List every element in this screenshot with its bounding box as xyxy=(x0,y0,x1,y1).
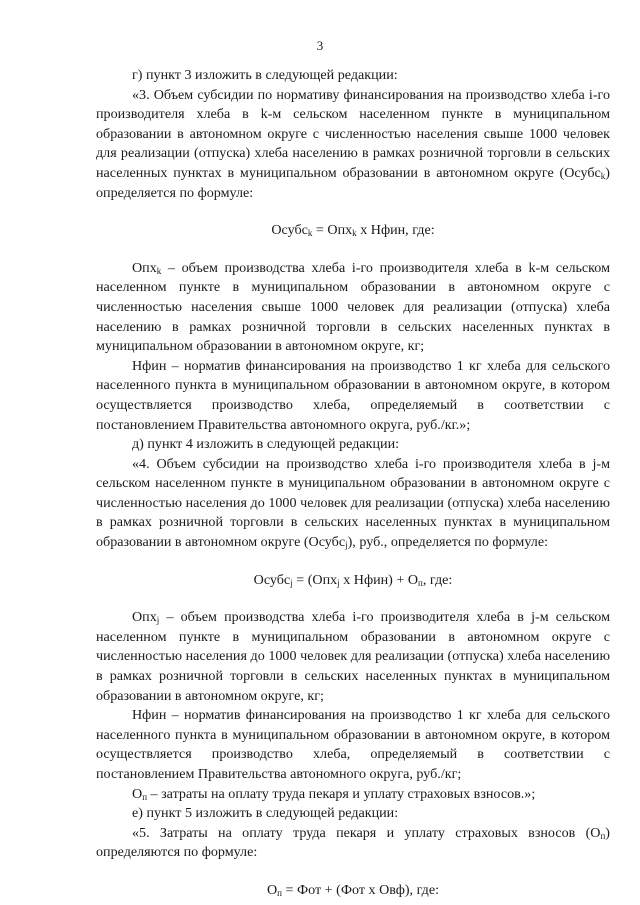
formula-2-d: , где: xyxy=(422,571,453,588)
subitem-d-text: д) пункт 4 изложить в следующей редакции: xyxy=(132,436,400,453)
op-sub: п xyxy=(142,791,148,802)
subitem-e-text: е) пункт 5 изложить в следующей редакции: xyxy=(132,805,399,822)
formula-2-c: х Нфин) + О xyxy=(339,571,419,588)
point-5-paragraph xyxy=(96,824,610,863)
formula-1 xyxy=(96,221,610,241)
point-3-text: «3. Объем субсидии по нормативу финансирования на производство хлеба i-го производителя хлеба в k-м сельском населенном пункте в муниципальном образовании в автономном округе с численностью населения свыше 1000 человек для реализации (отпуска) хлеба населению в рамках розничной торговли в сельских населенных пунктах в муниципальном образовании в автономном округе (Осубс xyxy=(96,86,610,181)
point-3-sub: k xyxy=(600,170,606,181)
op-term: О xyxy=(132,785,143,802)
subitem-e-intro xyxy=(96,804,610,824)
formula-1-rhs: х Нфин, где: xyxy=(356,222,435,239)
op-def: – затраты на оплату труда пекаря и уплату страховых взносов.»; xyxy=(147,785,536,802)
page-number: 3 xyxy=(316,38,324,53)
point-4-paragraph xyxy=(96,455,610,553)
point-3-tail: ) определяется по формуле: xyxy=(96,164,610,201)
formula-1-lhs-sub: k xyxy=(307,228,313,239)
formula-2-b: = (Опх xyxy=(292,571,338,588)
opx-k-term: Опх xyxy=(132,259,157,276)
nfin-2-text: Нфин – норматив финансирования на производство 1 кг хлеба для сельского населенного пункта в муниципальном образовании в автономном округе, в котором осуществляется производство хлеба, определяемый в соответствии с постановлением Правительства автономного округа, руб./кг; xyxy=(96,707,610,782)
subitem-g-text: г) пункт 3 изложить в следующей редакции: xyxy=(132,67,398,83)
opx-j-def: – объем производства хлеба i-го производителя хлеба в j-м сельском населенном пункте в муниципальном образовании в автономном округе с численностью населения до 1000 человек для реализации (отпуска) хлеба населению в рамках розничной торговли в сельских населенных пунктах в муниципальном образовании в автономном округе, кг; xyxy=(96,609,610,704)
definition-opx-k xyxy=(96,259,610,357)
point-5-tail: ) определяются по формуле: xyxy=(96,824,610,861)
point-4-text: «4. Объем субсидии на производство хлеба i-го производителя хлеба в j-м сельском населенном пункте в муниципальном образовании в автономном округе с численностью населения до 1000 человек для реализации (отпуска) хлеба населению в рамках розничной торговли в сельских населенных пунктах в муниципальном образовании в автономном округе (Осубс xyxy=(96,455,610,551)
formula-1-lhs: Осубс xyxy=(271,222,308,239)
opx-j-sub: j xyxy=(156,615,160,626)
formula-1-mid: = Опх xyxy=(312,222,353,239)
opx-k-sub: k xyxy=(156,265,162,276)
point-4-sub: j xyxy=(345,540,348,551)
point-4-tail: ), руб., определяется по формуле: xyxy=(347,534,548,551)
formula-2-b-sub: j xyxy=(337,577,340,588)
point-3-paragraph xyxy=(96,86,610,204)
definition-nfin-2 xyxy=(96,706,610,784)
formula-1-mid-sub: k xyxy=(352,228,357,239)
formula-2-a: Осубс xyxy=(253,571,291,588)
formula-3-b: = Фот + (Фот х Овф), где: xyxy=(281,881,440,898)
definition-nfin-1 xyxy=(96,357,610,435)
formula-3-a-sub: п xyxy=(277,887,282,898)
opx-j-term: Опх xyxy=(132,609,157,626)
opx-k-def: – объем производства хлеба i-го производителя хлеба в k-м сельском населенном пункте в муниципальном образовании в автономном округе с численностью населения свыше 1000 человек для реализации (отпуска) хлеба населению в рамках розничной торговли в сельских населенных пунктах в муниципальном образовании в автономном округе, кг; xyxy=(96,259,610,355)
point-5-sub: п xyxy=(600,830,606,841)
document-body xyxy=(96,66,610,901)
formula-2-a-sub: j xyxy=(290,577,293,588)
formula-2-c-sub: п xyxy=(418,577,423,588)
definition-opx-j xyxy=(96,608,610,706)
formula-3-a: О xyxy=(266,881,278,898)
formula-2 xyxy=(96,571,610,591)
point-5-text: «5. Затраты на оплату труда пекаря и уплату страховых взносов (О xyxy=(132,824,601,841)
nfin-1-text: Нфин – норматив финансирования на производство 1 кг хлеба для сельского населенного пункта в муниципальном образовании в автономном округе, в котором осуществляется производство хлеба, определяемый в соответствии с постановлением Правительства автономного округа, руб./кг.»; xyxy=(96,357,610,433)
formula-3 xyxy=(96,881,610,901)
subitem-d-intro xyxy=(96,435,610,455)
subitem-g-intro xyxy=(96,66,610,86)
definition-op xyxy=(96,785,610,805)
